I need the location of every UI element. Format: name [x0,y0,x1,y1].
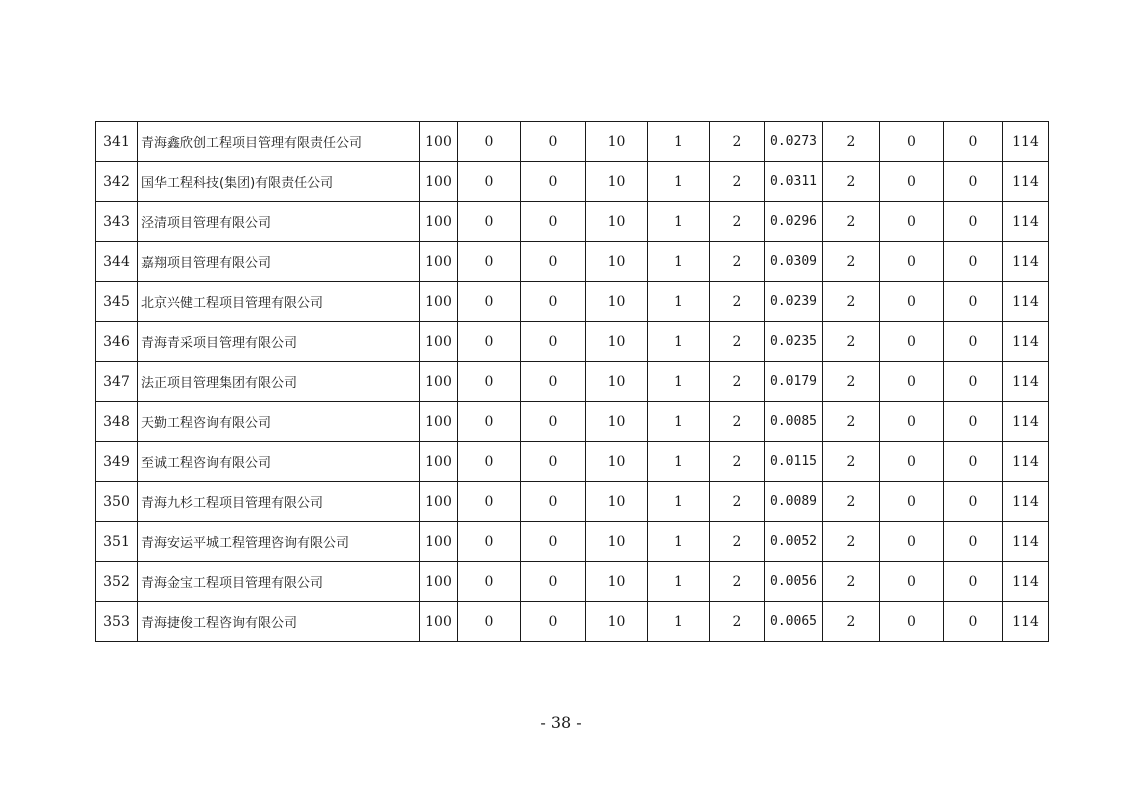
row-index-cell: 351 [96,522,138,562]
score-cell-8: 2 [823,162,880,202]
score-cell-5: 1 [648,162,710,202]
company-score-table-container [95,121,1048,642]
score-cell-3: 0 [521,282,586,322]
score-cell-4: 10 [586,402,648,442]
score-cell-1: 100 [420,402,458,442]
score-cell-1: 100 [420,322,458,362]
total-score-cell: 114 [1003,402,1049,442]
score-cell-6: 2 [710,522,765,562]
row-index-cell: 341 [96,122,138,162]
total-score-cell: 114 [1003,602,1049,642]
score-cell-2: 0 [458,402,521,442]
score-cell-3: 0 [521,242,586,282]
score-cell-9: 0 [880,602,944,642]
score-cell-8: 2 [823,442,880,482]
score-cell-10: 0 [944,242,1003,282]
score-cell-1: 100 [420,162,458,202]
score-cell-4: 10 [586,242,648,282]
company-name-cell: 至诚工程咨询有限公司 [138,442,420,482]
score-cell-10: 0 [944,362,1003,402]
score-cell-7: 0.0311 [765,162,823,202]
score-cell-10: 0 [944,442,1003,482]
total-score-cell: 114 [1003,242,1049,282]
score-cell-9: 0 [880,402,944,442]
row-index-cell: 353 [96,602,138,642]
table-row [96,162,1049,202]
score-cell-4: 10 [586,522,648,562]
company-name-cell: 青海鑫欣创工程项目管理有限责任公司 [138,122,420,162]
score-cell-3: 0 [521,522,586,562]
score-cell-10: 0 [944,482,1003,522]
table-row [96,282,1049,322]
total-score-cell: 114 [1003,322,1049,362]
score-cell-9: 0 [880,442,944,482]
company-name-cell: 青海安运平城工程管理咨询有限公司 [138,522,420,562]
score-cell-5: 1 [648,202,710,242]
score-cell-3: 0 [521,402,586,442]
score-cell-4: 10 [586,122,648,162]
total-score-cell: 114 [1003,202,1049,242]
row-index-cell: 352 [96,562,138,602]
total-score-cell: 114 [1003,442,1049,482]
score-cell-9: 0 [880,522,944,562]
score-cell-5: 1 [648,362,710,402]
score-cell-3: 0 [521,562,586,602]
score-cell-4: 10 [586,562,648,602]
score-cell-2: 0 [458,442,521,482]
total-score-cell: 114 [1003,482,1049,522]
score-cell-5: 1 [648,322,710,362]
score-cell-9: 0 [880,362,944,402]
score-cell-1: 100 [420,562,458,602]
score-cell-4: 10 [586,442,648,482]
score-cell-1: 100 [420,442,458,482]
row-index-cell: 350 [96,482,138,522]
score-cell-8: 2 [823,122,880,162]
score-cell-2: 0 [458,522,521,562]
table-row [96,202,1049,242]
score-cell-6: 2 [710,442,765,482]
score-cell-10: 0 [944,602,1003,642]
score-cell-3: 0 [521,362,586,402]
score-cell-7: 0.0085 [765,402,823,442]
score-cell-8: 2 [823,322,880,362]
score-cell-9: 0 [880,162,944,202]
score-cell-5: 1 [648,402,710,442]
score-cell-8: 2 [823,522,880,562]
score-cell-5: 1 [648,562,710,602]
row-index-cell: 348 [96,402,138,442]
score-cell-4: 10 [586,482,648,522]
score-cell-8: 2 [823,402,880,442]
row-index-cell: 344 [96,242,138,282]
score-cell-7: 0.0179 [765,362,823,402]
score-cell-9: 0 [880,482,944,522]
total-score-cell: 114 [1003,362,1049,402]
table-row [96,122,1049,162]
table-row [96,562,1049,602]
score-cell-3: 0 [521,482,586,522]
score-cell-6: 2 [710,122,765,162]
score-cell-9: 0 [880,122,944,162]
score-cell-6: 2 [710,482,765,522]
score-cell-1: 100 [420,522,458,562]
score-cell-6: 2 [710,322,765,362]
score-cell-4: 10 [586,362,648,402]
company-name-cell: 泾清项目管理有限公司 [138,202,420,242]
score-cell-3: 0 [521,322,586,362]
table-row [96,602,1049,642]
score-cell-6: 2 [710,362,765,402]
score-cell-5: 1 [648,242,710,282]
score-cell-9: 0 [880,242,944,282]
table-row [96,442,1049,482]
score-cell-3: 0 [521,442,586,482]
total-score-cell: 114 [1003,522,1049,562]
score-cell-5: 1 [648,122,710,162]
score-cell-9: 0 [880,322,944,362]
score-cell-6: 2 [710,242,765,282]
score-cell-2: 0 [458,122,521,162]
score-cell-7: 0.0052 [765,522,823,562]
score-cell-4: 10 [586,322,648,362]
company-score-table [95,121,1049,642]
score-cell-8: 2 [823,362,880,402]
score-cell-6: 2 [710,602,765,642]
row-index-cell: 343 [96,202,138,242]
score-cell-3: 0 [521,202,586,242]
score-cell-4: 10 [586,162,648,202]
score-cell-2: 0 [458,162,521,202]
row-index-cell: 347 [96,362,138,402]
score-cell-8: 2 [823,242,880,282]
score-cell-4: 10 [586,602,648,642]
score-cell-2: 0 [458,202,521,242]
score-cell-6: 2 [710,562,765,602]
score-cell-6: 2 [710,202,765,242]
score-cell-7: 0.0309 [765,242,823,282]
table-row [96,522,1049,562]
score-cell-7: 0.0273 [765,122,823,162]
company-name-cell: 国华工程科技(集团)有限责任公司 [138,162,420,202]
score-cell-9: 0 [880,562,944,602]
score-cell-7: 0.0056 [765,562,823,602]
score-cell-2: 0 [458,362,521,402]
score-cell-7: 0.0115 [765,442,823,482]
score-cell-3: 0 [521,122,586,162]
score-cell-5: 1 [648,442,710,482]
company-name-cell: 青海九杉工程项目管理有限公司 [138,482,420,522]
table-row [96,242,1049,282]
score-cell-8: 2 [823,202,880,242]
score-cell-1: 100 [420,602,458,642]
score-cell-8: 2 [823,482,880,522]
score-cell-8: 2 [823,562,880,602]
company-name-cell: 嘉翔项目管理有限公司 [138,242,420,282]
score-cell-5: 1 [648,602,710,642]
company-name-cell: 法正项目管理集团有限公司 [138,362,420,402]
score-cell-2: 0 [458,322,521,362]
table-row [96,362,1049,402]
score-cell-10: 0 [944,282,1003,322]
score-cell-7: 0.0065 [765,602,823,642]
company-name-cell: 北京兴健工程项目管理有限公司 [138,282,420,322]
total-score-cell: 114 [1003,562,1049,602]
score-cell-5: 1 [648,282,710,322]
score-cell-6: 2 [710,402,765,442]
company-name-cell: 青海青采项目管理有限公司 [138,322,420,362]
score-cell-1: 100 [420,482,458,522]
score-cell-7: 0.0296 [765,202,823,242]
page-number: - 38 - [540,713,582,732]
score-cell-9: 0 [880,282,944,322]
company-name-cell: 天勤工程咨询有限公司 [138,402,420,442]
score-cell-2: 0 [458,562,521,602]
score-cell-2: 0 [458,282,521,322]
score-cell-5: 1 [648,522,710,562]
row-index-cell: 345 [96,282,138,322]
score-cell-10: 0 [944,522,1003,562]
total-score-cell: 114 [1003,282,1049,322]
score-cell-2: 0 [458,482,521,522]
score-cell-2: 0 [458,242,521,282]
score-cell-1: 100 [420,362,458,402]
score-cell-10: 0 [944,402,1003,442]
score-cell-1: 100 [420,282,458,322]
table-body [96,122,1049,642]
table-row [96,402,1049,442]
score-cell-10: 0 [944,162,1003,202]
score-cell-5: 1 [648,482,710,522]
score-cell-10: 0 [944,122,1003,162]
table-row [96,482,1049,522]
row-index-cell: 349 [96,442,138,482]
company-name-cell: 青海金宝工程项目管理有限公司 [138,562,420,602]
score-cell-1: 100 [420,202,458,242]
score-cell-7: 0.0235 [765,322,823,362]
total-score-cell: 114 [1003,162,1049,202]
score-cell-1: 100 [420,242,458,282]
score-cell-7: 0.0239 [765,282,823,322]
company-name-cell: 青海捷俊工程咨询有限公司 [138,602,420,642]
row-index-cell: 342 [96,162,138,202]
score-cell-7: 0.0089 [765,482,823,522]
score-cell-2: 0 [458,602,521,642]
total-score-cell: 114 [1003,122,1049,162]
score-cell-8: 2 [823,602,880,642]
score-cell-3: 0 [521,162,586,202]
score-cell-3: 0 [521,602,586,642]
score-cell-1: 100 [420,122,458,162]
row-index-cell: 346 [96,322,138,362]
score-cell-10: 0 [944,562,1003,602]
score-cell-10: 0 [944,202,1003,242]
score-cell-6: 2 [710,162,765,202]
score-cell-10: 0 [944,322,1003,362]
score-cell-6: 2 [710,282,765,322]
score-cell-4: 10 [586,202,648,242]
score-cell-8: 2 [823,282,880,322]
score-cell-9: 0 [880,202,944,242]
score-cell-4: 10 [586,282,648,322]
table-row [96,322,1049,362]
